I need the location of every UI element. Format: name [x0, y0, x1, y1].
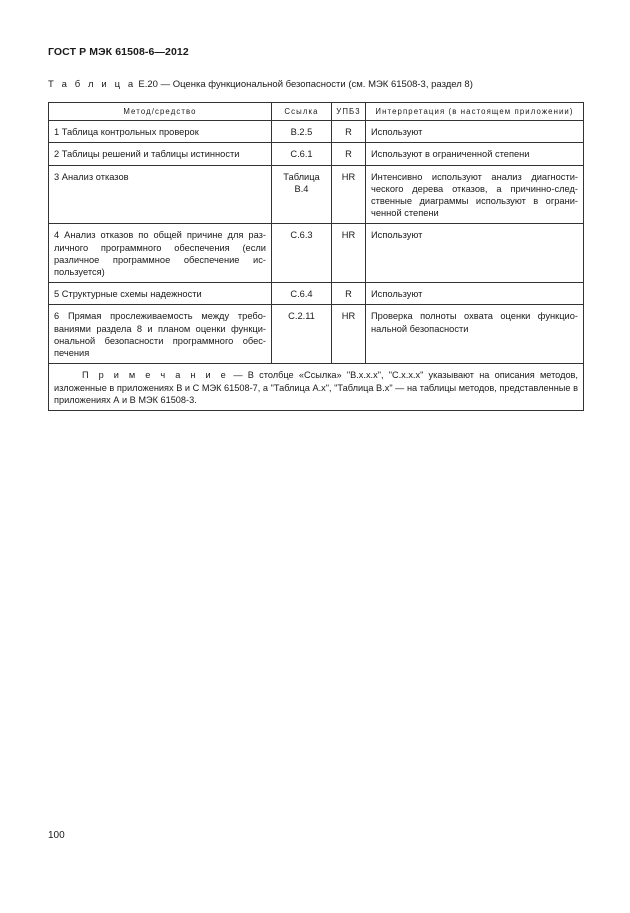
column-header-interpretation: Интерпретация (в настоящем приложении) — [366, 103, 584, 121]
recommendation-cell: HR — [332, 305, 366, 364]
method-cell: 6 Прямая прослеживаемость между требо-ваниями раздела 8 и планом оценки функци-ональной безопасности программного обес-печения — [49, 305, 272, 364]
reference-cell: B.2.5 — [272, 121, 332, 143]
table-caption-label: Т а б л и ц а — [48, 79, 136, 90]
column-header-method: Метод/средство — [49, 103, 272, 121]
reference-cell: C.6.1 — [272, 143, 332, 165]
method-cell: 3 Анализ отказов — [49, 165, 272, 224]
interpretation-cell: Проверка полноты охвата оценки функцио-нальной безопасности — [366, 305, 584, 364]
note-label: П р и м е ч а н и е — [82, 370, 229, 381]
table-note-row — [49, 364, 584, 411]
reference-cell: Таблица B.4 — [272, 165, 332, 224]
page-number: 100 — [48, 830, 65, 841]
reference-cell: C.6.3 — [272, 224, 332, 283]
table-row — [49, 121, 584, 143]
method-cell: 4 Анализ отказов по общей причине для раз-личного программного обеспечения (если различное программное обеспечение ис-пользуется) — [49, 224, 272, 283]
table-note — [49, 364, 584, 411]
interpretation-cell: Используют — [366, 283, 584, 305]
recommendation-cell: R — [332, 143, 366, 165]
recommendation-cell: HR — [332, 165, 366, 224]
recommendation-cell: HR — [332, 224, 366, 283]
table-row — [49, 305, 584, 364]
note-text: — В столбце «Ссылка» "B.x.x.x", "C.x.x.x" указывают на описания методов, изложенные в приложениях В и С МЭК 61508-7, а "Таблица А.х", "Таблица В.х" — на таблицы методов, представленные в приложениях А и В МЭК 61508-3. — [54, 370, 578, 406]
table-row — [49, 143, 584, 165]
table-caption — [48, 79, 473, 90]
table-row — [49, 283, 584, 305]
recommendation-cell: R — [332, 283, 366, 305]
table-caption-text: Е.20 — Оценка функциональной безопасности (см. МЭК 61508-3, раздел 8) — [135, 79, 473, 90]
assessment-table — [48, 102, 584, 411]
interpretation-cell: Используют в ограниченной степени — [366, 143, 584, 165]
interpretation-cell: Используют — [366, 224, 584, 283]
reference-cell: C.2.11 — [272, 305, 332, 364]
reference-cell: C.6.4 — [272, 283, 332, 305]
column-header-sil: УПБ3 — [332, 103, 366, 121]
document-header: ГОСТ Р МЭК 61508-6—2012 — [48, 46, 189, 58]
interpretation-cell: Используют — [366, 121, 584, 143]
method-cell: 5 Структурные схемы надежности — [49, 283, 272, 305]
table-row — [49, 224, 584, 283]
method-cell: 2 Таблицы решений и таблицы истинности — [49, 143, 272, 165]
interpretation-cell: Интенсивно используют анализ диагности-ческого дерева отказов, а причинно-след-ственные диаграммы используют в ограни-ченной степени — [366, 165, 584, 224]
table-row — [49, 165, 584, 224]
column-header-reference: Ссылка — [272, 103, 332, 121]
method-cell: 1 Таблица контрольных проверок — [49, 121, 272, 143]
recommendation-cell: R — [332, 121, 366, 143]
table-header-row — [49, 103, 584, 121]
